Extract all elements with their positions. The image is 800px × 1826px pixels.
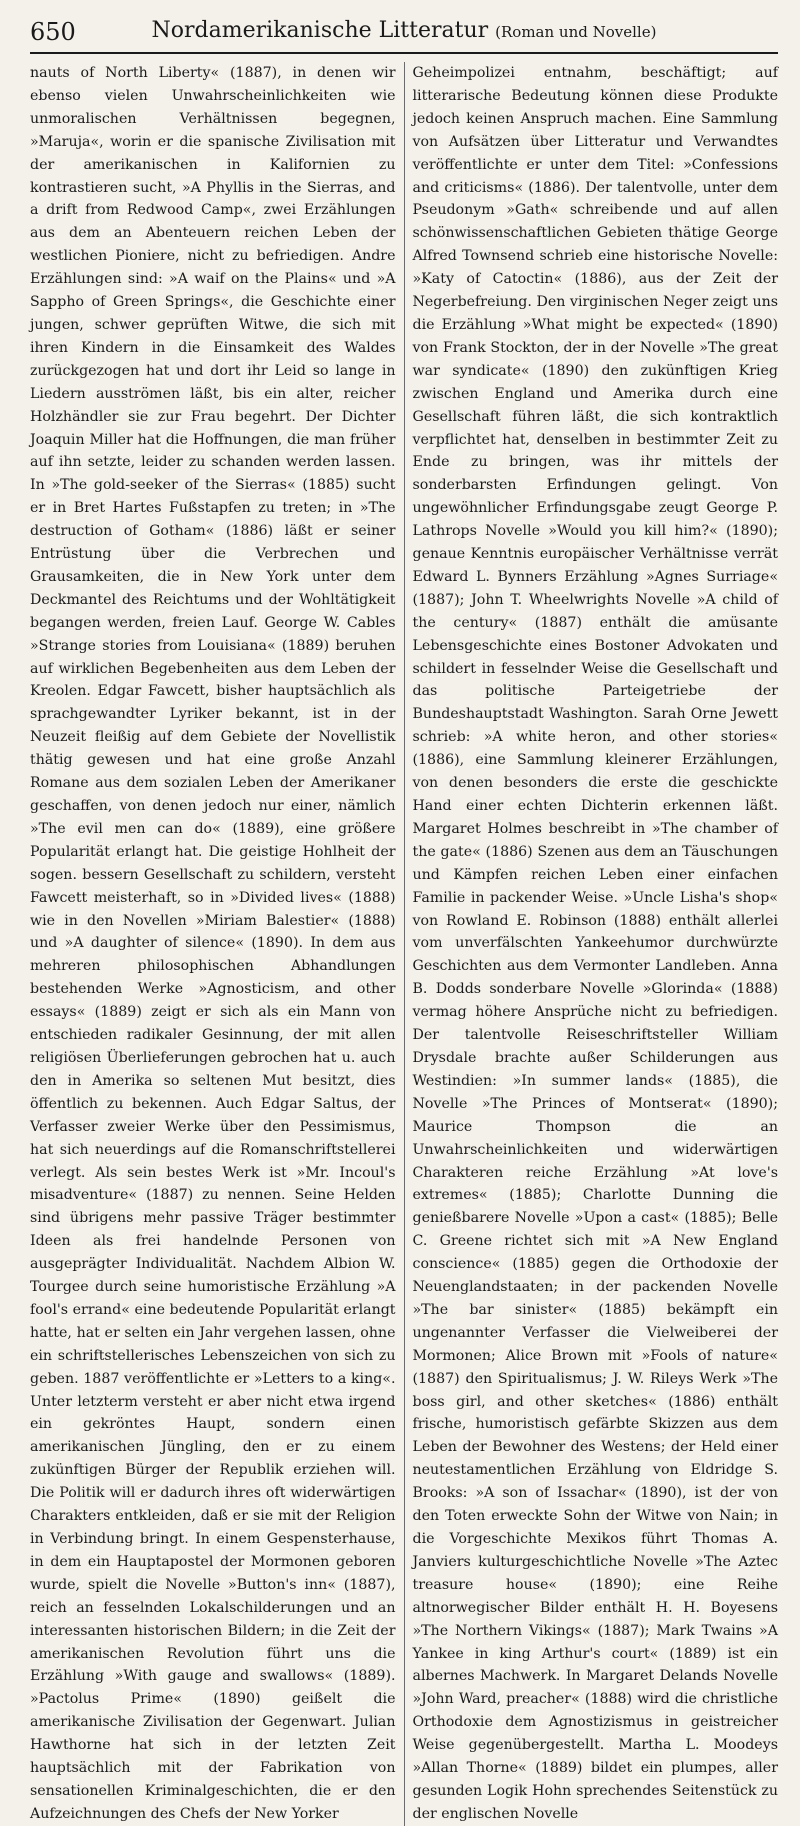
text-columns — [30, 62, 778, 1826]
left-column-text: nauts of North Liberty« (1887), in denen wir ebenso vielen Unwahrscheinlichkeiten wie unmoralischen Verhältnissen begegnen, »Maruja«, worin er die spanische Zivilisation mit der amerikanischen in Kalifornien zu kontrastieren sucht, »A Phyllis in the Sierras, and a drift from Redwood Camp«, zwei Erzählungen aus dem an Abenteuern reichen Leben der westlichen Pioniere, nicht zu befriedigen. Andre Erzählungen sind: »A waif on the Plains« und »A Sappho of Green Springs«, die Geschichte einer jungen, schwer geprüften Witwe, die sich mit ihren Kindern in die Einsamkeit des Waldes zurückgezogen hat und dort ihr Leid so lange in Liedern ausströmen läßt, bis ein alter, reicher Holzhändler sie zur Frau begehrt. Der Dichter Joaquin Miller hat die Hoffnungen, die man früher auf ihn setzte, leider zu schanden werden lassen. In »The gold-seeker of the Sierras« (1885) sucht er in Bret Hartes Fußstapfen zu treten; in »The destruction of Gotham« (1886) läßt er seiner Entrüstung über die Verbrechen und Grausamkeiten, die in New York unter dem Deckmantel des Reichtums und der Wohltätigkeit begangen werden, freien Lauf. George W. Cables »Strange stories from Louisiana« (1889) beruhen auf wirklichen Begebenheiten aus dem Leben der Kreolen. Edgar Fawcett, bisher hauptsächlich als sprachgewandter Lyriker bekannt, ist in der Neuzeit fleißig auf dem Gebiete der Novellistik thätig gewesen und hat eine große Anzahl Romane aus dem sozialen Leben der Amerikaner geschaffen, von denen jedoch nur einer, nämlich »The evil men can do« (1889), eine größere Popularität erlangt hat. Die geistige Hohlheit der sogen. bessern Gesellschaft zu schildern, versteht Fawcett meisterhaft, so in »Divided lives« (1888) wie in den Novellen »Miriam Balestier« (1888) und »A daughter of silence« (1890). In dem aus mehreren philosophischen Abhandlungen bestehenden Werke »Agnosticism, and other essays« (1889) zeigt er sich als ein Mann von entschieden radikaler Gesinnung, der mit allen religiösen Überlieferungen gebrochen hat u. auch den in Amerika so seltenen Mut besitzt, dies öffentlich zu bekennen. Auch Edgar Saltus, der Verfasser zweier Werke über den Pessimismus, hat sich neuerdings auf die Romanschriftstellerei verlegt. Als sein bestes Werk ist »Mr. Incoul's misadventure« (1887) zu nennen. Seine Helden sind übrigens mehr passive Träger bestimmter Ideen als frei handelnde Personen von ausgeprägter Individualität. Nachdem Albion W. Tourgee durch seine humoristische Erzählung »A fool's errand« eine bedeutende Popularität erlangt hatte, hat er selten ein Jahr vergehen lassen, ohne ein schriftstellerisches Lebenszeichen von sich zu geben. 1887 veröffentlichte er »Letters to a king«. Unter letzterm versteht er aber nicht etwa irgend ein gekröntes Haupt, sondern einen amerikanischen Jüngling, den er zu einem zukünftigen Bürger der Republik erziehen will. Die Politik will er dadurch ihres oft widerwärtigen Charakters entkleiden, daß er sie mit der Religion in Verbindung bringt. In einem Gespensterhause, in dem ein Hauptapostel der Mormonen geboren wurde, spielt die Novelle »Button's inn« (1887), reich an fesselnden Lokalschilderungen und an interessanten historischen Bildern; in die Zeit der amerikanischen Revolution führt uns die Erzählung »With gauge and swallows« (1889). »Pactolus Prime« (1890) geißelt die amerikanische Zivilisation der Gegenwart. Julian Hawthorne hat sich in der letzten Zeit hauptsächlich mit der Fabrikation von sensationellen Kriminalgeschichten, die er den Aufzeichnungen des Chefs der New Yorker — [30, 65, 396, 1822]
column-divider — [404, 62, 405, 1826]
running-title — [30, 18, 778, 43]
page-header — [30, 12, 778, 54]
running-title-subtitle: (Roman und Novelle) — [495, 23, 657, 41]
right-column — [413, 62, 779, 1826]
running-title-main: Nordamerikanische Litteratur — [151, 18, 489, 43]
left-column — [30, 62, 396, 1826]
right-column-text: Geheimpolizei entnahm, beschäftigt; auf litterarische Bedeutung können diese Produkte jedoch keinen Anspruch machen. Eine Sammlung von Aufsätzen über Litteratur und Verwandtes veröffentlichte er unter dem Titel: »Confessions and criticisms« (1886). Der talentvolle, unter dem Pseudonym »Gath« schreibende und auf allen schönwissenschaftlichen Gebieten thätige George Alfred Townsend schrieb eine historische Novelle: »Katy of Catoctin« (1886), aus der Zeit der Negerbefreiung. Den virginischen Neger zeigt uns die Erzählung »What might be expected« (1890) von Frank Stockton, der in der Novelle »The great war syndicate« (1890) den zukünftigen Krieg zwischen England und Amerika durch eine Gesellschaft führen läßt, die sich kontraktlich verpflichtet hat, denselben in bestimmter Zeit zu Ende zu bringen, was ihr mittels der sonderbarsten Erfindungen gelingt. Von ungewöhnlicher Erfindungsgabe zeugt George P. Lathrops Novelle »Would you kill him?« (1890); genaue Kenntnis europäischer Verhältnisse verrät Edward L. Bynners Erzählung »Agnes Surriage« (1887); John T. Wheelwrights Novelle »A child of the century« (1887) enthält die amüsante Lebensgeschichte eines Bostoner Advokaten und schildert in fesselnder Weise die Gesellschaft und das politische Parteigetriebe der Bundeshauptstadt Washington. Sarah Orne Jewett schrieb: »A white heron, and other stories« (1886), eine Sammlung kleinerer Erzählungen, von denen besonders die erste die geschickte Hand einer echten Dichterin erkennen läßt. Margaret Holmes beschreibt in »The chamber of the gate« (1886) Szenen aus dem an Täuschungen und Kämpfen reichen Leben einer einfachen Familie in packender Weise. »Uncle Lisha's shop« von Rowland E. Robinson (1888) enthält allerlei vom unverfälschten Yankeehumor durchwürzte Geschichten aus dem Vermonter Landleben. Anna B. Dodds sonderbare Novelle »Glorinda« (1888) vermag höhere Ansprüche nicht zu befriedigen. Der talentvolle Reiseschriftsteller William Drysdale brachte außer Schilderungen aus Westindien: »In summer lands« (1885), die Novelle »The Princes of Montserat« (1890); Maurice Thompson die an Unwahrscheinlichkeiten und widerwärtigen Charakteren reiche Erzählung »At love's extremes« (1885); Charlotte Dunning die genießbarere Novelle »Upon a cast« (1885); Belle C. Greene richtet sich mit »A New England conscience« (1885) gegen die Orthodoxie der Neuenglandstaaten; in der packenden Novelle »The bar sinister« (1885) bekämpft ein ungenannter Verfasser die Vielweiberei der Mormonen; Alice Brown mit »Fools of nature« (1887) den Spiritualismus; J. W. Rileys Werk »The boss girl, and other sketches« (1886) enthält frische, humoristisch gefärbte Skizzen aus dem Leben der Bewohner des Westens; der Held einer neutestamentlichen Erzählung von Eldridge S. Brooks: »A son of Issachar« (1890), ist der von den Toten erweckte Sohn der Witwe von Nain; in die Vorgeschichte Mexikos führt Thomas A. Janviers kulturgeschichtliche Novelle »The Aztec treasure house« (1890); eine Reihe altnorwegischer Bilder enthält H. H. Boyesens »The Northern Vikings« (1887); Mark Twains »A Yankee in king Arthur's court« (1889) ist ein albernes Machwerk. In Margaret Delands Novelle »John Ward, preacher« (1888) wird die christliche Orthodoxie dem Agnostizismus in geistreicher Weise gegenübergestellt. Martha L. Moodeys »Allan Thorne« (1889) bildet ein plumpes, aller gesunden Logik Hohn sprechendes Seitenstück zu der englischen Novelle — [412, 65, 778, 1822]
page-number: 650 — [30, 18, 76, 46]
